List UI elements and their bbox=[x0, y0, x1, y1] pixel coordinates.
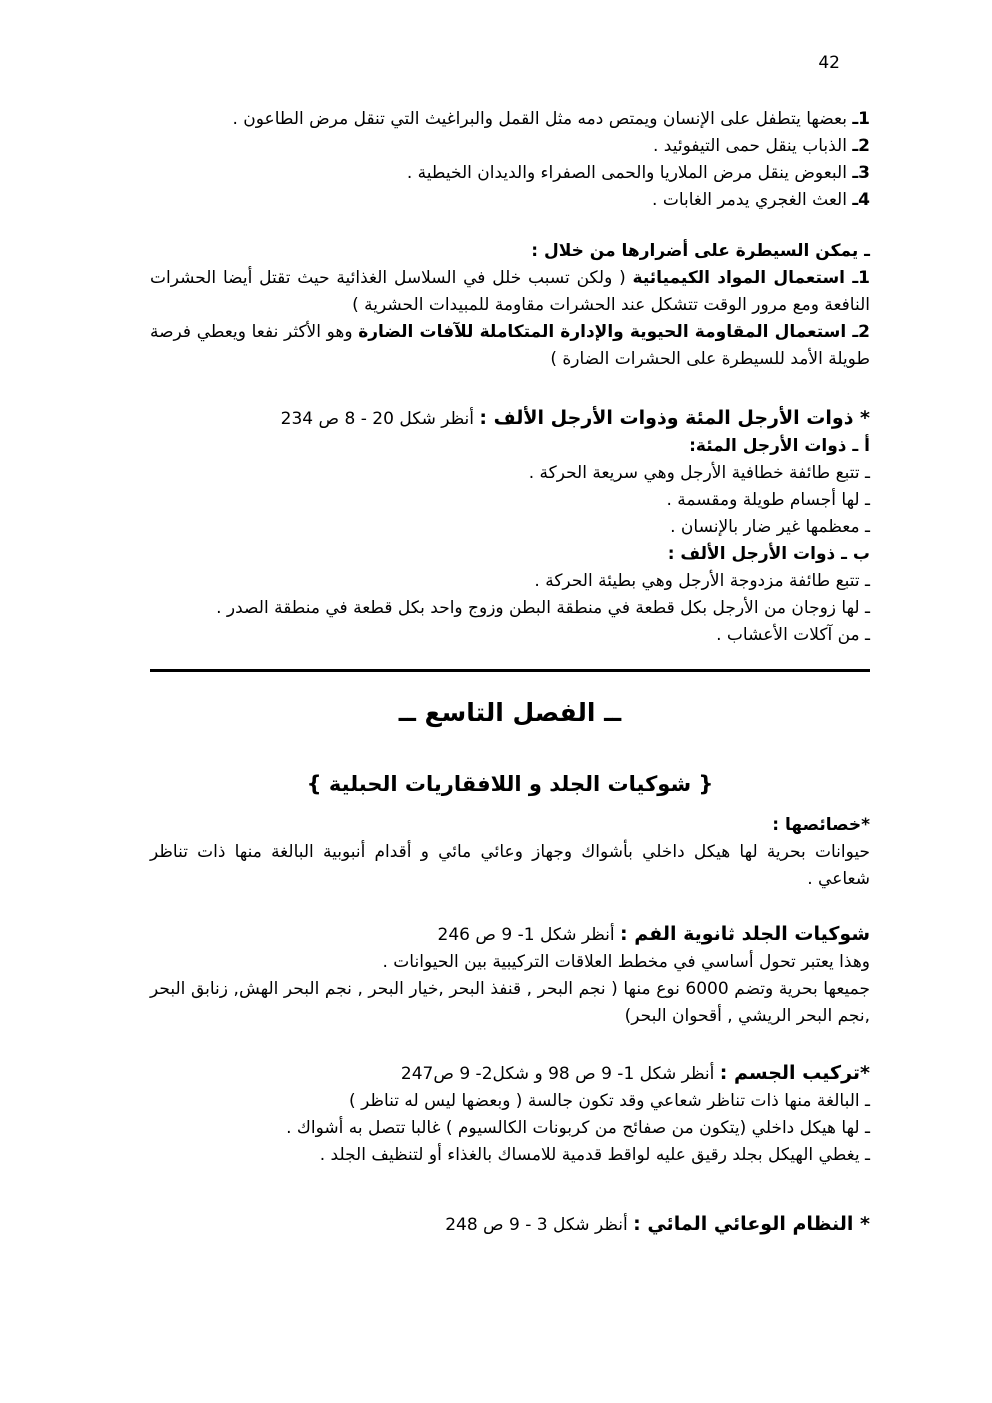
heading-title: * النظام الوعائي المائي : bbox=[633, 1213, 870, 1235]
body-structure-heading bbox=[150, 1060, 870, 1088]
pest-control-method-2 bbox=[150, 319, 870, 373]
insect-harms-section bbox=[150, 106, 870, 214]
harm-item-2 bbox=[150, 133, 870, 160]
figure-reference: أنظر شكل 3 - 9 ص 248 bbox=[445, 1215, 634, 1235]
deuterostomes-species: جميعها بحرية وتضم 6000 نوع منها ( نجم البحر , قنفذ البحر ,خيار البحر , نجم البحر الهش, زنابق البحر ,نجم البحر الريشي , أقحوان البحر) bbox=[150, 979, 870, 1026]
figure-reference: أنظر شكل 1- 9 ص 246 bbox=[437, 925, 621, 945]
deuterostomes-heading bbox=[150, 921, 870, 949]
item-number: 1ـ bbox=[852, 109, 870, 129]
chapter-title: ــ الفصل التاسع ــ bbox=[398, 698, 622, 727]
item-text: البعوض ينقل مرض الملاريا والحمى الصفراء والديدان الخيطية . bbox=[406, 163, 853, 183]
millipede-point: ـ من آكلات الأعشاب . bbox=[716, 625, 870, 645]
heading-title: *تركيب الجسم : bbox=[719, 1062, 870, 1084]
body-structure-point: ـ يغطي الهيكل بجلد رقيق عليه لواقط قدمية للامساك بالغذاء أو لتنظيف الجلد . bbox=[319, 1145, 870, 1165]
pest-control-section bbox=[150, 238, 870, 373]
harm-item-4 bbox=[150, 187, 870, 214]
section-divider bbox=[150, 669, 870, 672]
heading-title: شوكيات الجلد ثانوية الفم : bbox=[620, 923, 870, 945]
characteristics-heading: *خصائصها : bbox=[772, 815, 870, 835]
method-text: وهو الأكثر نفعا ويعطي فرصة طويلة الأمد للسيطرة على الحشرات الضارة ) bbox=[150, 322, 870, 369]
millipede-point: ـ تتبع طائفة مزدوجة الأرجل وهي بطيئة الحركة . bbox=[534, 571, 870, 591]
item-number: 3ـ bbox=[852, 163, 870, 183]
water-vascular-section bbox=[150, 1211, 870, 1239]
item-text: بعضها يتطفل على الإنسان ويمتص دمه مثل القمل والبراغيث التي تنقل مرض الطاعون . bbox=[232, 109, 853, 129]
page-content bbox=[150, 106, 870, 1239]
chapter-subtitle: { شوكيات الجلد و اللافقاريات الحبلية } bbox=[306, 772, 714, 796]
pest-control-heading: ـ يمكن السيطرة على أضرارها من خلال : bbox=[531, 241, 870, 261]
figure-reference: أنظر شكل 20 - 8 ص 234 bbox=[280, 409, 480, 429]
millipede-point: ـ لها زوجان من الأرجل بكل قطعة في منطقة البطن وزوج واحد بكل قطعة في منطقة الصدر . bbox=[216, 598, 870, 618]
body-structure-point: ـ البالغة منها ذات تناظر شعاعي وقد تكون جالسة ( وبعضها ليس له تناظر ) bbox=[349, 1091, 870, 1111]
centipede-point: ـ تتبع طائفة خطافية الأرجل وهي سريعة الحركة . bbox=[528, 463, 870, 483]
item-number: 4ـ bbox=[852, 190, 870, 210]
pest-control-method-1 bbox=[150, 265, 870, 319]
characteristics-body: حيوانات بحرية لها هيكل داخلي بأشواك وجهاز وعائي مائي و أقدام أنبوبية البالغة منها ذات تناظر شعاعي . bbox=[150, 842, 870, 889]
method-title: 1ـ استعمال المواد الكيميائية bbox=[632, 268, 870, 288]
characteristics-section bbox=[150, 812, 870, 893]
figure-reference: أنظر شكل 1- 9 ص 98 و شكل2- 9 ص247 bbox=[400, 1064, 720, 1084]
centipede-point: ـ لها أجسام طويلة ومقسمة . bbox=[666, 490, 870, 510]
item-text: العث الغجري يدمر الغابات . bbox=[652, 190, 853, 210]
item-number: 2ـ bbox=[852, 136, 870, 156]
deuterostomes-note: وهذا يعتبر تحول أساسي في مخطط العلاقات التركيبية بين الحيوانات . bbox=[382, 952, 870, 972]
heading-title: * ذوات الأرجل المئة وذوات الأرجل الألف : bbox=[479, 407, 870, 429]
myriapods-heading bbox=[150, 405, 870, 433]
method-text: ( ولكن تسبب خلل في السلاسل الغذائية حيث تقتل أيضا الحشرات النافعة ومع مرور الوقت تتشكل عند الحشرات مقاومة للمبيدات الحشرية ) bbox=[150, 268, 870, 315]
myriapods-section bbox=[150, 405, 870, 649]
body-structure-section bbox=[150, 1060, 870, 1169]
harm-item-3 bbox=[150, 160, 870, 187]
centipede-point: ـ معظمها غير ضار بالإنسان . bbox=[670, 517, 870, 537]
method-title: 2ـ استعمال المقاومة الحيوية والإدارة المتكاملة للآفات الضارة bbox=[358, 322, 870, 342]
water-vascular-heading bbox=[150, 1211, 870, 1239]
centipedes-subheading: أ ـ ذوات الأرجل المئة: bbox=[689, 436, 870, 456]
deuterostomes-section bbox=[150, 921, 870, 1030]
harm-item-1 bbox=[150, 106, 870, 133]
body-structure-point: ـ لها هيكل داخلي (يتكون من صفائح من كربونات الكالسيوم ) غالبا تتصل به أشواك . bbox=[286, 1118, 870, 1138]
page-number: 42 bbox=[818, 53, 840, 73]
item-text: الذباب ينقل حمى التيفوئيد . bbox=[653, 136, 853, 156]
millipedes-subheading: ب ـ ذوات الأرجل الألف : bbox=[667, 544, 870, 564]
